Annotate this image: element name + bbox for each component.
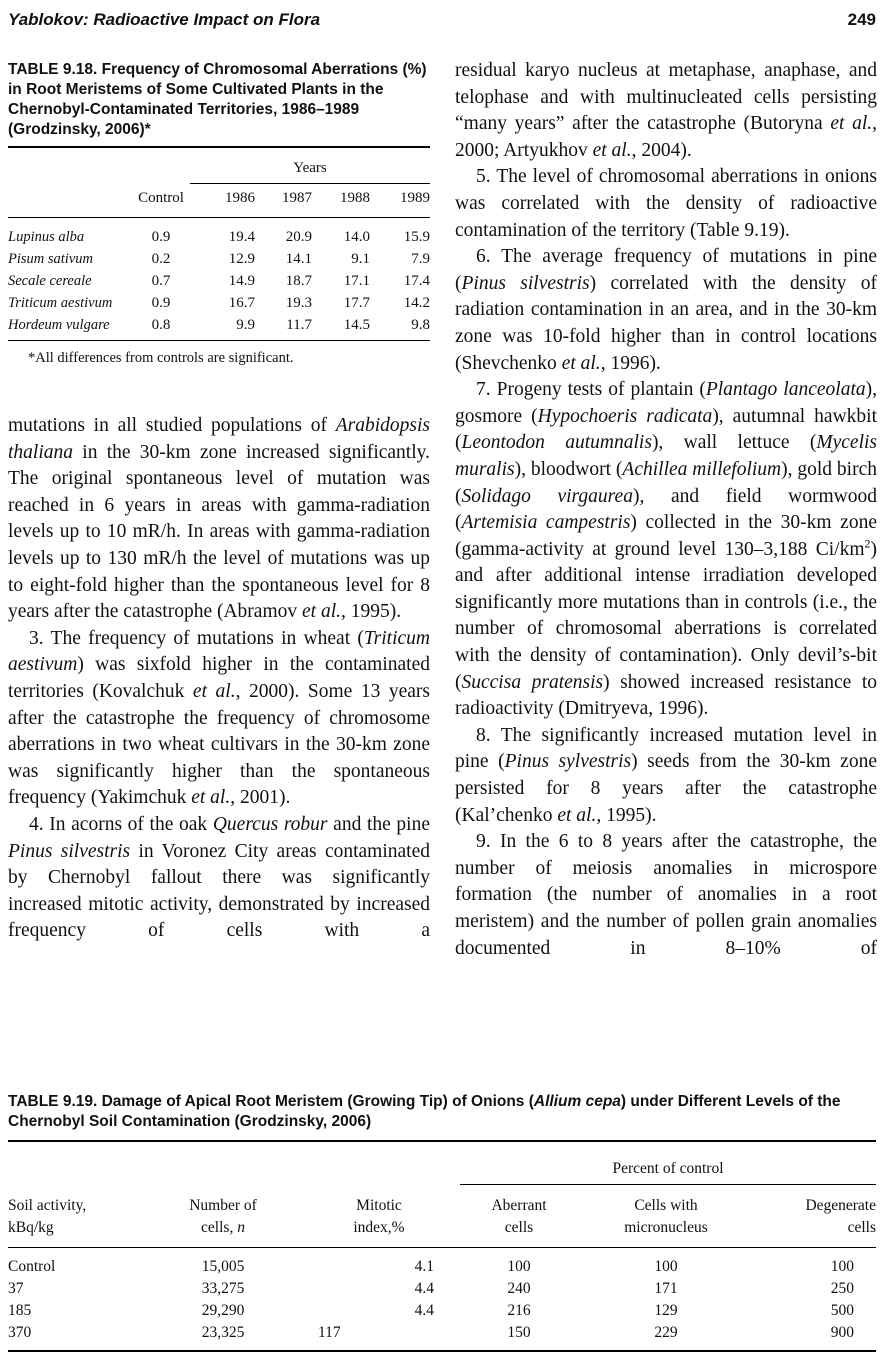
column-header: 1986 [190,184,255,218]
table-cell: 4.4 [414,1280,434,1297]
text-run: 6. The average frequency of mutations in pine ( [455,246,877,294]
table-row [8,270,430,292]
table-cell: 0.8 [132,314,190,341]
paragraph-7 [455,377,877,723]
table-caption-text: Frequency of Chromosomal Aberrations (%) in Root Meristems of Some Cultivated Plants in the Chernobyl-Contaminated Territories, 1986–1989 (Grodzinsky, 2006)* [8,61,427,138]
et-al: et al. [557,804,597,826]
table-cell: 12.9 [228,251,255,267]
table-cell: 9.8 [370,314,430,341]
et-al: et al. [302,601,341,623]
column-header: Soil activity, kBq/kg [8,1185,148,1248]
table-cell: 16.7 [228,295,255,311]
text-run: , 2004). [631,139,692,161]
text-run: 4. In acorns of the oak [29,813,213,835]
table-footnote: *All differences from controls are significant. [28,350,294,366]
table-cell: 370 [8,1322,148,1351]
species-name: Allium cepa [533,1093,621,1110]
table-cell: 171 [654,1280,678,1297]
table-label: TABLE 9.18. [8,61,98,78]
species-name: Solidago virgaurea [461,485,633,507]
species-cell: Lupinus alba [8,229,85,245]
species-name: Plantago lanceolata [705,379,866,401]
table-label: TABLE 9.19. [8,1093,98,1110]
running-header [8,6,876,34]
text-run: , 2000; Artyukhov [455,113,877,161]
table-cell: 23,325 [148,1322,298,1351]
species-name: Succisa pratensis [461,671,604,693]
table-cell: 100 [507,1258,531,1275]
paragraph-8 [455,723,877,829]
table-cell: 19.4 [228,229,255,245]
text-run: ), autumnal hawkbit ( [455,405,877,454]
table-cell: 14.1 [285,251,312,267]
et-al: et al. [191,787,231,809]
table-cell: 129 [654,1302,678,1319]
column-header: Mitotic index,% [298,1185,460,1248]
species-cell: Secale cereale [8,273,92,289]
running-title: Yablokov: Radioactive Impact on Flora [8,10,321,29]
table-cell: 4.1 [414,1258,434,1275]
text-run: residual karyo nucleus at metaphase, anaphase, and telophase and with multinucleated cells persisting “many years” after the catastrophe (Butoryna [455,60,877,135]
table-cell: 9.1 [351,251,370,267]
table-cell: 0.9 [151,229,171,245]
species-name: Arabidopsis thaliana [8,415,430,463]
table-cell: Control [8,1258,56,1275]
text-run: ), gold birch ( [455,458,878,507]
text-run: , 2001). [230,787,291,809]
text-run: , 2000). Some 13 years after the catastrophe the frequency of chromosome aberrations in two wheat cultivars in the 30-km zone was significantly higher than the spontaneous frequency (Yakimchuk [8,680,430,809]
table-cell: 15.9 [403,229,430,245]
text-run: in the 30-km zone increased significantly. The original spontaneous level of mutation was reached in 6 years in areas with gamma-radiation levels up to 10 mR/h. In areas with gamma-radiation levels up to 130 mR/h the level of mutations was up to eight-fold higher than the spontaneous level for 8 years after the catastrophe (Abramov [8,441,430,623]
species-name: Achillea millefolium [622,458,782,480]
column-header: Cells with micronucleus [578,1185,754,1248]
species-name: Triticum aestivum [8,627,430,676]
table-row [8,1300,876,1322]
et-al: et al. [192,680,236,702]
species-cell: Triticum aestivum [8,295,113,311]
paragraph-continued [8,413,430,626]
table-top-rule [8,146,430,148]
text-run: and the pine [327,813,430,835]
species-name: Leontodon autumnalis [461,432,652,454]
table-cell: 7.9 [411,251,430,267]
table-9-19-caption [8,1092,876,1132]
table-cell: 9.9 [190,314,255,341]
table-cell: 0.7 [151,273,171,289]
table-9-19-block [8,1092,876,1352]
superscript: 2 [864,536,871,551]
text-run: in Voronez City areas contaminated by Chernobyl fallout there was significantly increased mitotic activity, demonstrated by increased frequency of cells with a [8,840,430,942]
text-run: ) was sixfold higher in the contaminated territories (Kovalchuk [8,654,430,702]
table-cell: 18.7 [285,273,312,289]
table-cell: 4.4 [414,1302,434,1319]
paragraph-continued [455,58,877,164]
table-cell: 117 [298,1322,460,1351]
table-cell: 11.7 [255,314,312,341]
table-cell: 240 [507,1280,531,1297]
table-cell: 17.4 [403,273,430,289]
text-run: 7. Progeny tests of plantain ( [476,379,706,401]
table-cell: 14.9 [228,273,255,289]
table-row [8,1248,876,1279]
table-cell: 229 [578,1322,754,1351]
column-header: 1988 [312,184,370,218]
table-cell: 19.3 [285,295,312,311]
text-run: ), gosmore ( [455,379,877,427]
text-run: ), wall lettuce ( [651,432,817,454]
years-header: Years [190,154,430,184]
table-cell: 17.1 [343,273,370,289]
text-run: mutations in all studied populations of [8,415,336,436]
page-number: 249 [847,10,876,29]
species-cell: Pisum sativum [8,251,93,267]
text-run: 3. The frequency of mutations in wheat ( [29,627,364,649]
table-row [8,1322,876,1351]
table-cell: 100 [654,1258,678,1275]
table-cell: 216 [507,1302,531,1319]
et-al: et al. [561,352,601,374]
table-cell: 250 [830,1280,854,1297]
table-row [8,292,430,314]
text-run: 8. The significantly increased mutation level in pine ( [455,724,877,773]
text-run: ) seeds from the 30-km zone persisted for 8 years after the catastrophe (Kal’chenko [455,751,877,826]
column-header: Number of cells, n [148,1185,298,1248]
table-row [8,218,430,249]
column-header: Aberrant cells [460,1185,578,1248]
text-run: ), bloodwort ( [514,458,623,480]
species-name: Pinus sylvestris [504,751,632,773]
table-9-18-caption [8,60,430,140]
left-column [8,60,430,945]
text-run: ) showed increased resistance to radioactivity (Dmitryeva, 1996). [455,671,878,720]
et-al: et al. [592,139,632,161]
table-row [8,1278,876,1300]
table-row [8,248,430,270]
table-cell: 17.7 [343,295,370,311]
column-header: Control [132,184,190,218]
table-cell: 14.0 [343,229,370,245]
table-cell: 29,290 [201,1302,245,1319]
table-cell: 0.2 [151,251,171,267]
table-cell: 20.9 [285,229,312,245]
table-top-rule [8,1140,876,1142]
table-cell: 150 [460,1322,578,1351]
species-name: Pinus silvestris [461,272,590,294]
table-cell: 14.2 [403,295,430,311]
table-9-19 [8,1150,876,1352]
table-9-18 [8,154,430,341]
paragraph-3 [8,626,430,812]
table-cell: 500 [830,1302,854,1319]
column-header: 1989 [370,184,430,218]
column-header: Degenerate cells [754,1185,876,1248]
text-run: , 1996). [600,352,661,374]
text-run: ) collected in the 30-km zone (gamma-activity at ground level 130–3,188 Ci/km [455,512,877,560]
table-cell: 100 [830,1258,854,1275]
species-name: Quercus robur [212,813,328,835]
column-header: 1987 [255,184,312,218]
table-row [8,314,430,341]
paragraph-9: 9. In the 6 to 8 years after the catastrophe, the number of meiosis anomalies in microspore formation (the number of anomalies in a root meristem) and the number of pollen grain anomalies documented in 8–10% of [455,831,877,959]
text-run: , 1995). [596,804,657,826]
text-run: ) and after additional intense irradiation developed significantly more mutations than in controls (i.e., the number of chromosomal aberrations is correlated with the density of contamination). Only devil’s-bit ( [455,538,877,693]
table-cell: 900 [754,1322,876,1351]
table-caption-text: Damage of Apical Root Meristem (Growing Tip) of Onions ( [97,1093,534,1110]
text-run: , 1995). [341,601,402,623]
text-run: ) correlated with the density of radiation contamination in an area, and in the 30-km zone was 10-fold higher than in control locations (Shevchenko [455,272,878,374]
species-name: Pinus silvestris [8,840,131,862]
paragraph-5: 5. The level of chromosomal aberrations in onions was correlated with the density of radioactive contamination of the territory (Table 9.19). [455,166,877,241]
paragraph-4 [8,812,430,945]
paragraph-6 [455,244,877,377]
species-cell: Hordeum vulgare [8,314,132,341]
right-column [455,58,877,962]
table-cell: 185 [8,1302,32,1319]
table-cell: 33,275 [201,1280,245,1297]
table-cell: 0.9 [151,295,171,311]
table-cell: 37 [8,1280,24,1297]
species-name: Mycelis muralis [455,432,878,480]
table-cell: 15,005 [201,1258,245,1275]
table-cell: 14.5 [312,314,370,341]
species-name: Artemisia campestris [461,512,631,534]
percent-of-control-header: Percent of control [460,1150,876,1185]
table-caption-text: ) under Different Levels of the Chernobyl Soil Contamination (Grodzinsky, 2006) [8,1093,841,1130]
et-al: et al. [830,113,873,135]
text-run: ), and field wormwood ( [455,485,877,534]
species-name: Hypochoeris radicata [537,405,713,427]
